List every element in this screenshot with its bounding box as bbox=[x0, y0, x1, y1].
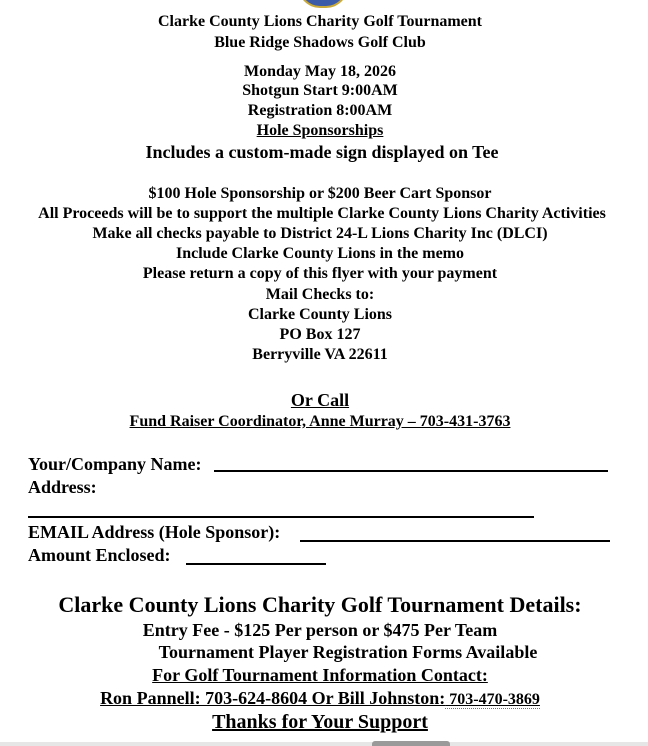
thanks-note: Thanks for Your Support bbox=[212, 711, 428, 733]
amount-field[interactable] bbox=[186, 563, 326, 565]
hole-sponsorships-heading: Hole Sponsorships bbox=[256, 122, 384, 139]
company-name-label: Your/Company Name: bbox=[28, 454, 202, 474]
sponsorship-pricing: $100 Hole Sponsorship or $200 Beer Cart Sponsor bbox=[148, 185, 492, 202]
venue-name: Blue Ridge Shadows Golf Club bbox=[214, 34, 426, 51]
mail-address-line1: Clarke County Lions bbox=[247, 306, 393, 323]
mail-checks-label: Mail Checks to: bbox=[265, 286, 375, 303]
or-call-label: Or Call bbox=[290, 390, 350, 410]
email-label: EMAIL Address (Hole Sponsor): bbox=[28, 522, 281, 542]
tournament-title: Clarke County Lions Charity Golf Tournament bbox=[157, 13, 483, 30]
company-name-field[interactable] bbox=[214, 470, 608, 472]
entry-fee: Entry Fee - $125 Per person or $475 Per Team bbox=[142, 620, 498, 640]
amount-label: Amount Enclosed: bbox=[28, 545, 171, 565]
registration-forms-note: Tournament Player Registration Forms Available bbox=[158, 642, 538, 662]
coordinator-contact: Fund Raiser Coordinator, Anne Murray – 703-431-3763 bbox=[129, 413, 511, 430]
lions-logo bbox=[298, 0, 348, 8]
address-field[interactable] bbox=[28, 516, 534, 518]
viewer-scroll-thumb[interactable] bbox=[372, 741, 450, 746]
contact-names: Ron Pannell: 703-624-8604 Or Bill Johnston: 703-470-3869 bbox=[100, 688, 540, 708]
mail-address-line3: Berryville VA 22611 bbox=[252, 346, 388, 363]
shotgun-start: Shotgun Start 9:00AM bbox=[242, 82, 398, 99]
contact-phone: 703-470-3869 bbox=[445, 691, 540, 708]
address-label: Address: bbox=[28, 477, 97, 497]
checks-payable-note: Make all checks payable to District 24-L Lions Charity Inc (DLCI) bbox=[92, 225, 548, 242]
viewer-scroll-track bbox=[0, 742, 648, 746]
registration-time: Registration 8:00AM bbox=[247, 102, 393, 119]
contact-label: For Golf Tournament Information Contact: bbox=[152, 665, 488, 685]
proceeds-note: All Proceeds will be to support the multiple Clarke County Lions Charity Activities bbox=[38, 205, 606, 222]
sign-included-note: Includes a custom-made sign displayed on Tee bbox=[145, 142, 499, 162]
mail-address-line2: PO Box 127 bbox=[279, 326, 361, 343]
event-date: Monday May 18, 2026 bbox=[244, 63, 396, 80]
memo-note: Include Clarke County Lions in the memo bbox=[175, 245, 465, 262]
return-flyer-note: Please return a copy of this flyer with your payment bbox=[142, 265, 498, 282]
email-field[interactable] bbox=[300, 540, 610, 542]
details-heading: Clarke County Lions Charity Golf Tournament Details: bbox=[58, 592, 582, 617]
